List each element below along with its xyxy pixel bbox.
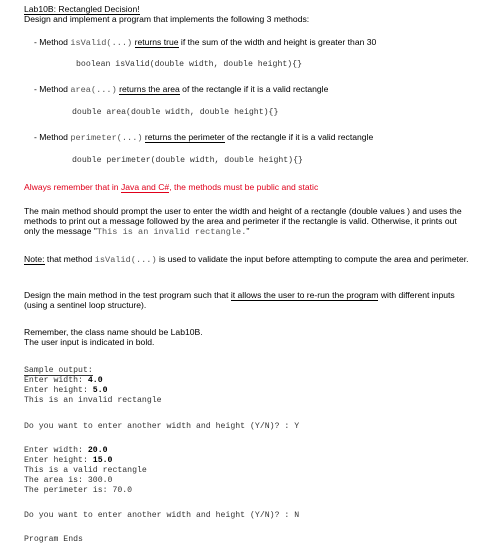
method-area-signature: double area(double width, double height){}	[72, 108, 279, 117]
method-underlined-text: returns true	[134, 37, 179, 47]
note-label: Note:	[24, 254, 45, 264]
method-isvalid-signature: boolean isValid(double width, double height){}	[76, 60, 303, 69]
reminder-before: Always remember that in	[24, 182, 121, 192]
method-description: if the sum of the width and height is greater than 30	[178, 37, 377, 47]
reminder-highlight: Java and C#	[120, 182, 170, 192]
page-title	[24, 4, 140, 14]
prompt-label: Enter width:	[24, 446, 88, 455]
note-paragraph	[24, 254, 472, 265]
method-perimeter-signature: double perimeter(double width, double height){}	[72, 156, 303, 165]
main-para-end: "	[246, 226, 250, 236]
reminder-after: , the methods must be public and static	[169, 182, 319, 192]
intro-text: Design and implement a program that implements the following 3 methods:	[24, 14, 310, 24]
prompt-label: Enter height:	[24, 386, 93, 395]
note-after: is used to validate the input before attempting to compute the area and perimeter.	[156, 254, 469, 264]
sample-heading	[24, 366, 93, 376]
sample-area: The area is: 300.0	[24, 476, 113, 485]
sample-heading-text: Sample output:	[24, 366, 93, 375]
sample-perimeter: The perimeter is: 70.0	[24, 486, 133, 495]
method-underlined-text: returns the perimeter	[144, 132, 225, 142]
method-isvalid-line	[34, 37, 376, 48]
design-before: Design the main method in the test program such that	[24, 290, 231, 300]
main-para-code: This is an invalid rectangle.	[96, 227, 247, 237]
method-prefix: - Method	[34, 37, 71, 47]
method-perimeter-line	[34, 132, 373, 143]
method-prefix: - Method	[34, 84, 71, 94]
design-paragraph	[24, 290, 472, 310]
design-underlined: it allows the user to re-run the program	[230, 290, 379, 300]
prompt-label: Enter height:	[24, 456, 93, 465]
main-method-paragraph	[24, 206, 472, 237]
reminder-line	[24, 182, 318, 192]
design-after: with different inputs (using a sentinel loop structure).	[24, 290, 455, 310]
remember-line-2: The user input is indicated in bold.	[24, 337, 155, 347]
sample-valid: This is a valid rectangle	[24, 466, 147, 475]
method-code-name: perimeter(...)	[70, 133, 143, 143]
sample-invalid: This is an invalid rectangle	[24, 396, 162, 405]
user-input: 4.0	[87, 376, 103, 385]
note-before: that method	[44, 254, 95, 264]
method-code-name: isValid(...)	[70, 38, 133, 48]
method-code-name: area(...)	[70, 85, 117, 95]
method-description: of the rectangle if it is a valid rectangle	[179, 84, 329, 94]
user-input: 5.0	[92, 386, 108, 395]
sample-line	[24, 376, 103, 386]
method-area-line	[34, 84, 328, 95]
user-input: 20.0	[87, 446, 108, 455]
note-code: isValid(...)	[94, 255, 157, 265]
sample-line	[24, 456, 112, 466]
method-underlined-text: returns the area	[119, 84, 180, 94]
sample-end: Program Ends	[24, 535, 83, 544]
main-para-text: The main method should prompt the user to enter the width and height of a rectangle (double values ) and uses the methods to print out a message followed by the area and perimeter if the rectangle is valid. Otherwise, it prints out only the message "	[24, 206, 462, 236]
method-prefix: - Method	[34, 132, 71, 142]
user-input: 15.0	[92, 456, 113, 465]
sample-line	[24, 446, 108, 456]
prompt-label: Enter width:	[24, 376, 88, 385]
method-description: of the rectangle if it is a valid rectangle	[224, 132, 374, 142]
remember-line-1: Remember, the class name should be Lab10B.	[24, 327, 203, 337]
sample-prompt-1: Do you want to enter another width and height (Y/N)? : Y	[24, 422, 300, 431]
title-text: Lab10B: Rectangled Decision!	[24, 4, 140, 14]
sample-line	[24, 386, 108, 396]
sample-prompt-2: Do you want to enter another width and height (Y/N)? : N	[24, 511, 300, 520]
